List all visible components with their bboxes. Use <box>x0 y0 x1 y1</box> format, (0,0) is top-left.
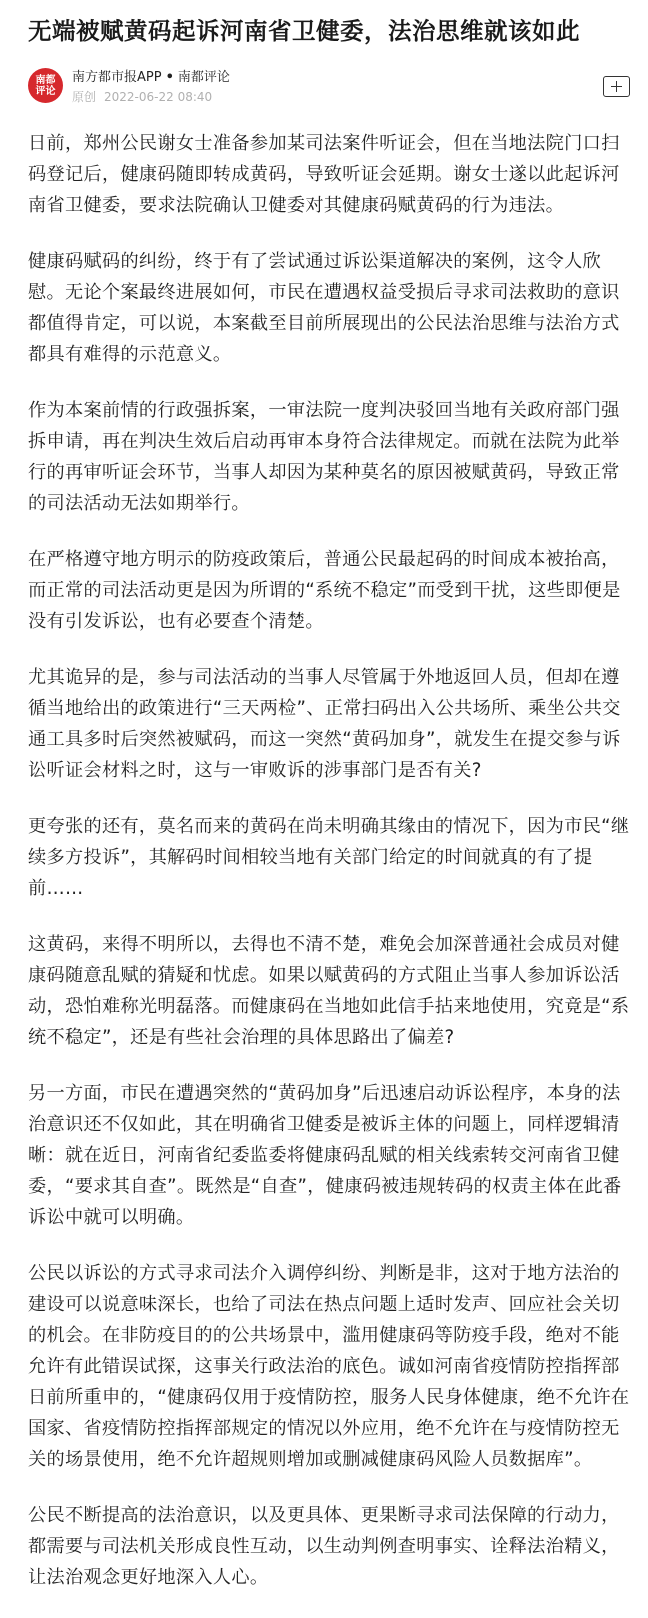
article-paragraph: 作为本案前情的行政强拆案，一审法院一度判决驳回当地有关政府部门强拆申请，再在判决生效后启动再审本身符合法律规定。而就在法院为此举行的再审听证会环节，当事人却因为某种莫名的原因被赋黄码，导致正常的司法活动无法如期举行。 <box>28 400 620 514</box>
article-paragraph: 健康码赋码的纠纷，终于有了尝试通过诉讼渠道解决的案例，这令人欣慰。无论个案最终进展如何，市民在遭遇权益受损后寻求司法救助的意识都值得肯定，可以说，本案截至目前所展现出的公民法治思维与法治方式都具有难得的示范意义。 <box>28 251 620 365</box>
original-label: 原创 <box>72 90 97 104</box>
publisher-logo[interactable] <box>28 68 63 103</box>
article-body <box>28 128 636 1618</box>
article-paragraph: 这黄码，来得不明所以，去得也不清不楚，难免会加深普通社会成员对健康码随意乱赋的猜疑和忧虑。如果以赋黄码的方式阻止当事人参加诉讼活动，恐怕难称光明磊落。而健康码在当地如此信手拈来地使用，究竟是“系统不稳定”，还是有些社会治理的具体思路出了偏差? <box>28 934 630 1048</box>
follow-button[interactable] <box>603 76 630 97</box>
article-paragraph: 尤其诡异的是，参与司法活动的当事人尽管属于外地返回人员，但却在遵循当地给出的政策进行“三天两检”、正常扫码出入公共场所、乘坐公共交通工具多时后突然被赋码，而这一突然“黄码加身”，就发生在提交参与诉讼听证会材料之时，这与一审败诉的涉事部门是否有关? <box>28 667 621 781</box>
article-paragraph: 日前，郑州公民谢女士准备参加某司法案件听证会，但在当地法院门口扫码登记后，健康码随即转成黄码，导致听证会延期。谢女士遂以此起诉河南省卫健委，要求法院确认卫健委对其健康码赋黄码的行为违法。 <box>28 133 620 216</box>
article-meta <box>28 68 636 108</box>
publisher-name[interactable]: 南方都市报APP <box>72 70 162 85</box>
article-paragraph: 另一方面，市民在遭遇突然的“黄码加身”后迅速启动诉讼程序，本身的法治意识还不仅如此，其在明确省卫健委是被诉主体的问题上，同样逻辑清晰：就在近日，河南省纪委监委将健康码乱赋的相关线索转交河南省卫健委，“要求其自查”。既然是“自查”，健康码被违规转码的权责主体在此番诉讼中就可以明确。 <box>28 1083 622 1228</box>
article-title: 无端被赋黄码起诉河南省卫健委，法治思维就该如此 <box>28 17 580 45</box>
article-paragraph: 更夸张的还有，莫名而来的黄码在尚未明确其缘由的情况下，因为市民“继续多方投诉”，其解码时间相较当地有关部门给定的时间就真的有了提前…… <box>28 816 630 899</box>
source-line <box>72 69 230 87</box>
column-name[interactable]: 南都评论 <box>177 70 230 85</box>
article-paragraph: 在严格遵守地方明示的防疫政策后，普通公民最起码的时间成本被抬高，而正常的司法活动更是因为所谓的“系统不稳定”而受到干扰，这些即便是没有引发诉讼，也有必要查个清楚。 <box>28 549 621 632</box>
logo-text-line2: 评论 <box>35 85 56 97</box>
article-paragraph: 公民不断提高的法治意识，以及更具体、更果断寻求司法保障的行动力，都需要与司法机关形成良性互动，以生动判例查明事实、诠释法治精义，让法治观念更好地深入人心。 <box>28 1505 620 1588</box>
plus-icon <box>611 81 622 92</box>
date-line <box>72 89 212 105</box>
source-separator: • <box>165 70 174 85</box>
article-paragraph: 公民以诉讼的方式寻求司法介入调停纠纷、判断是非，这对于地方法治的建设可以说意味深长，也给了司法在热点问题上适时发声、回应社会关切的机会。在非防疫目的的公共场景中，滥用健康码等防疫手段，绝对不能允许有此错误试探，这事关行政法治的底色。诚如河南省疫情防控指挥部日前所重申的，“健康码仅用于疫情防控，服务人民身体健康，绝不允许在国家、省疫情防控指挥部规定的情况以外应用，绝不允许在与疫情防控无关的场景使用，绝不允许超规则增加或删减健康码风险人员数据库”。 <box>28 1263 630 1470</box>
logo-text-line1: 南都 <box>35 74 56 86</box>
publish-date: 2022-06-22 08:40 <box>104 90 213 104</box>
